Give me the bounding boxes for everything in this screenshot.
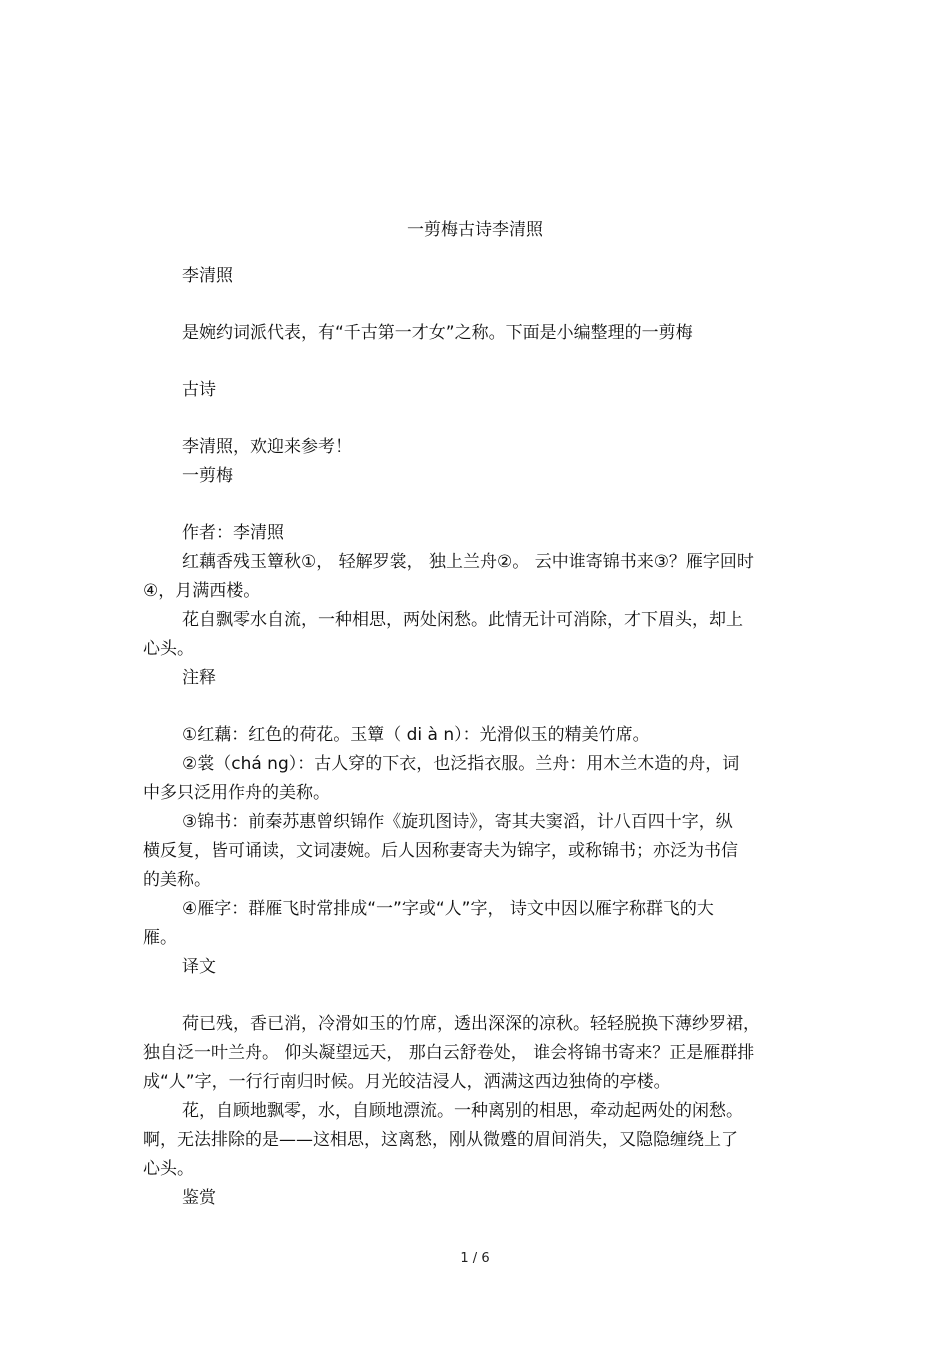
section-heading: 鉴赏 [182,1188,216,1208]
paragraph-line: 古诗 [182,380,216,400]
poem-line: 红藕香残玉簟秋①， 轻解罗裳， 独上兰舟②。 云中谁寄锦书来③？雁字回时 [182,552,754,572]
page-number: 1 / 6 [460,1251,490,1266]
note-line: ②裳（chá ng）：古人穿的下衣，也泛指衣服。兰舟：用木兰木造的舟，词 [182,754,740,774]
translation-line: 啊，无法排除的是——这相思，这离愁，刚从微蹙的眉间消失，又隐隐缠绕上了 [143,1130,738,1150]
paragraph-line: 一剪梅 [182,466,233,486]
note-line: ③锦书：前秦苏惠曾织锦作《旋玑图诗》，寄其夫窦滔，计八百四十字，纵 [182,812,733,832]
poem-line: 心头。 [143,639,194,659]
translation-line: 成“人”字，一行行南归时候。月光皎洁浸人，洒满这西边独倚的亭楼。 [143,1072,671,1092]
note-line: 雁。 [143,928,177,948]
paragraph-line: 李清照，欢迎来参考！ [182,437,352,457]
translation-line: 荷已残，香已消，冷滑如玉的竹席，透出深深的凉秋。轻轻脱换下薄纱罗裙， [182,1014,760,1034]
note-line: ④雁字：群雁飞时常排成“一”字或“人”字， 诗文中因以雁字称群飞的大 [182,899,714,919]
note-line: ①红藕：红色的荷花。玉簟（ di à n）：光滑似玉的精美竹席。 [182,725,650,745]
poem-line: 花自飘零水自流，一种相思，两处闲愁。此情无计可消除，才下眉头，却上 [182,610,743,630]
section-heading: 注释 [182,668,216,688]
translation-line: 独自泛一叶兰舟。 仰头凝望远天， 那白云舒卷处， 谁会将锦书寄来？正是雁群排 [143,1043,755,1063]
translation-line: 心头。 [143,1159,194,1179]
poem-line: ④，月满西楼。 [143,581,261,601]
note-line: 横反复，皆可诵读，文词凄婉。后人因称妻寄夫为锦字，或称锦书；亦泛为书信 [143,841,738,861]
note-line: 的美称。 [143,870,211,890]
note-line: 中多只泛用作舟的美称。 [143,783,330,803]
paragraph-line: 作者：李清照 [182,523,284,543]
paragraph-line: 是婉约词派代表，有“千古第一才女”之称。下面是小编整理的一剪梅 [182,323,693,343]
translation-line: 花，自顾地飘零，水，自顾地漂流。一种离别的相思，牵动起两处的闲愁。 [182,1101,743,1121]
section-heading: 译文 [182,957,216,977]
paragraph-line: 李清照 [182,266,233,286]
document-title: 一剪梅古诗李清照 [407,220,543,240]
